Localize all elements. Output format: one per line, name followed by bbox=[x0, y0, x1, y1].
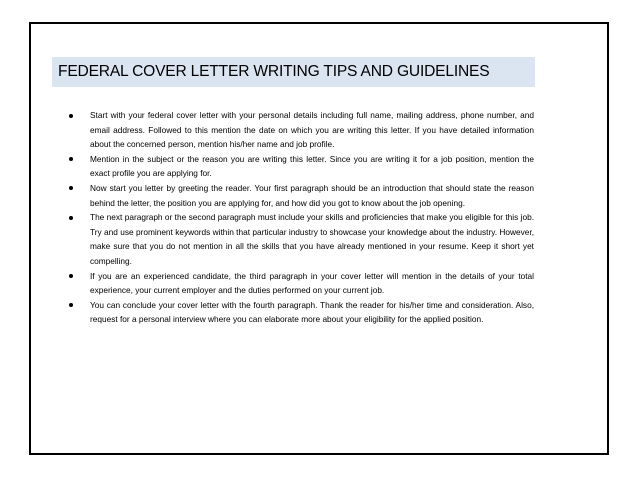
tip-item bbox=[56, 181, 534, 210]
bullet-icon bbox=[69, 186, 73, 190]
bullet-icon bbox=[69, 303, 73, 307]
tip-item bbox=[56, 152, 534, 181]
tip-item bbox=[56, 108, 534, 152]
bullet-icon bbox=[69, 216, 73, 220]
title-banner bbox=[52, 57, 535, 87]
tip-text: Now start you letter by greeting the reader. Your first paragraph should be an introduction that should state the reason behind the letter, the position you are applying for, and how did you got to know about the job opening. bbox=[90, 182, 534, 208]
tip-text: If you are an experienced candidate, the third paragraph in your cover letter will mention in the details of your total experience, your current employer and the duties performed on your current job. bbox=[90, 270, 534, 296]
tip-text: You can conclude your cover letter with the fourth paragraph. Thank the reader for his/her time and consideration. Also, request for a personal interview where you can elaborate more about your eligibility for the applied position. bbox=[90, 299, 534, 325]
tip-text: The next paragraph or the second paragraph must include your skills and proficiencies that make you eligible for this job. Try and use prominent keywords within that particular industry to showcase your knowledge about the industry. However, make sure that you do not mention in all the skills that you have already mentioned in your resume. Keep it short yet compelling. bbox=[90, 212, 534, 266]
tip-item bbox=[56, 269, 534, 298]
bullet-icon bbox=[69, 157, 73, 161]
tip-text: Start with your federal cover letter with your personal details including full name, mailing address, phone number, and email address. Followed to this mention the date on which you are writing this letter. If you have detailed information about the concerned person, mention his/her name and job profile. bbox=[90, 110, 534, 150]
tip-item bbox=[56, 298, 534, 327]
tips-list bbox=[56, 108, 534, 327]
bullet-icon bbox=[69, 114, 73, 118]
bullet-icon bbox=[69, 274, 73, 278]
tip-item bbox=[56, 210, 534, 268]
document-title: FEDERAL COVER LETTER WRITING TIPS AND GUIDELINES bbox=[58, 63, 490, 80]
tip-text: Mention in the subject or the reason you are writing this letter. Since you are writing it for a job position, mention the exact profile you are applying for. bbox=[90, 153, 534, 179]
